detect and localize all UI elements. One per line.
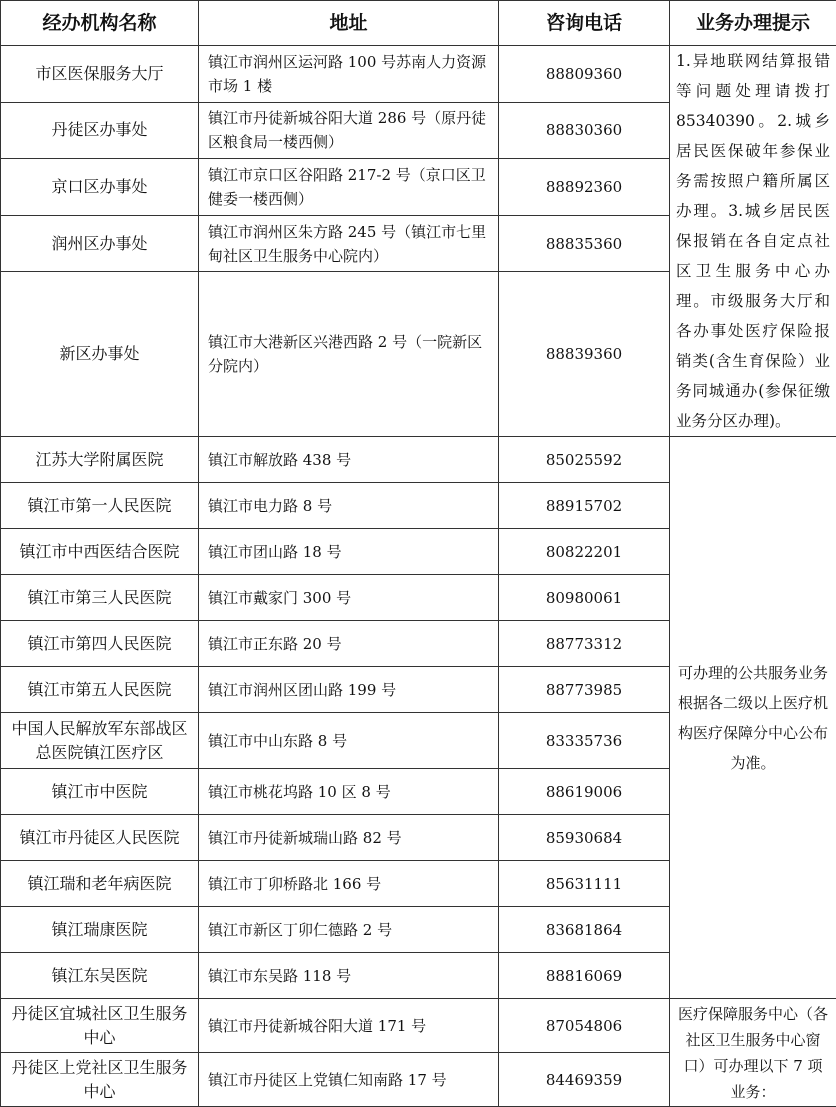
institution-address: 镇江市电力路 8 号 — [199, 483, 499, 529]
institution-name: 镇江市第四人民医院 — [1, 621, 199, 667]
header-address: 地址 — [199, 1, 499, 46]
institution-name: 镇江市中西医结合医院 — [1, 529, 199, 575]
institution-address: 镇江市大港新区兴港西路 2 号（一院新区分院内） — [199, 272, 499, 437]
institution-address: 镇江市解放路 438 号 — [199, 437, 499, 483]
institution-phone: 83335736 — [499, 713, 670, 769]
institution-address: 镇江市丁卯桥路北 166 号 — [199, 861, 499, 907]
tips-cell-community-centers: 医疗保障服务中心（各社区卫生服务中心窗口）可办理以下 7 项业务： — [670, 999, 836, 1107]
institution-name: 润州区办事处 — [1, 215, 199, 272]
institution-name: 江苏大学附属医院 — [1, 437, 199, 483]
institution-address: 镇江市丹徒新城谷阳大道 171 号 — [199, 999, 499, 1053]
institution-name: 丹徒区宜城社区卫生服务中心 — [1, 999, 199, 1053]
institution-name: 新区办事处 — [1, 272, 199, 437]
institution-address: 镇江市丹徒新城瑞山路 82 号 — [199, 815, 499, 861]
table-row — [1, 999, 836, 1053]
institution-address: 镇江市丹徒新城谷阳大道 286 号（原丹徒区粮食局一楼西侧） — [199, 102, 499, 159]
institution-phone: 88809360 — [499, 46, 670, 103]
institution-phone: 88619006 — [499, 769, 670, 815]
tips-cell-service-offices: 1.异地联网结算报错等问题处理请拨打 85340390。2.城乡居民医保破年参保业务需按照户籍所属区办理。3.城乡居民医保报销在各自定点社区卫生服务中心办理。市级服务大厅和各办事处医疗保险报销类(含生育保险）业务同城通办(参保征缴业务分区办理)。 — [670, 46, 836, 437]
table-row — [1, 437, 836, 483]
institution-phone: 84469359 — [499, 1053, 670, 1107]
institution-address: 镇江市丹徒区上党镇仁知南路 17 号 — [199, 1053, 499, 1107]
institution-name: 镇江市第一人民医院 — [1, 483, 199, 529]
institution-phone: 88835360 — [499, 215, 670, 272]
header-institution-name: 经办机构名称 — [1, 1, 199, 46]
institution-address: 镇江市润州区朱方路 245 号（镇江市七里甸社区卫生服务中心院内） — [199, 215, 499, 272]
institution-address: 镇江市京口区谷阳路 217-2 号（京口区卫健委一楼西侧） — [199, 159, 499, 216]
header-tips: 业务办理提示 — [670, 1, 836, 46]
header-phone: 咨询电话 — [499, 1, 670, 46]
institution-phone: 88773312 — [499, 621, 670, 667]
institution-phone: 85025592 — [499, 437, 670, 483]
institution-name: 丹徒区办事处 — [1, 102, 199, 159]
institution-address: 镇江市正东路 20 号 — [199, 621, 499, 667]
institution-phone: 88915702 — [499, 483, 670, 529]
institution-name: 市区医保服务大厅 — [1, 46, 199, 103]
institution-address: 镇江市团山路 18 号 — [199, 529, 499, 575]
institution-name: 京口区办事处 — [1, 159, 199, 216]
institution-address: 镇江市中山东路 8 号 — [199, 713, 499, 769]
institution-phone: 83681864 — [499, 907, 670, 953]
institution-address: 镇江市润州区团山路 199 号 — [199, 667, 499, 713]
institution-phone: 88892360 — [499, 159, 670, 216]
institution-address: 镇江市东吴路 118 号 — [199, 953, 499, 999]
table-header-row — [1, 1, 836, 46]
institution-phone: 88816069 — [499, 953, 670, 999]
institution-phone: 85930684 — [499, 815, 670, 861]
institution-name: 镇江瑞和老年病医院 — [1, 861, 199, 907]
institution-phone: 80822201 — [499, 529, 670, 575]
institution-address: 镇江市新区丁卯仁德路 2 号 — [199, 907, 499, 953]
institution-phone: 88773985 — [499, 667, 670, 713]
institution-address: 镇江市桃花坞路 10 区 8 号 — [199, 769, 499, 815]
table-row — [1, 46, 836, 103]
institution-name: 镇江市中医院 — [1, 769, 199, 815]
institution-name: 镇江市第五人民医院 — [1, 667, 199, 713]
institution-name: 丹徒区上党社区卫生服务中心 — [1, 1053, 199, 1107]
institution-phone: 85631111 — [499, 861, 670, 907]
institution-name: 镇江市丹徒区人民医院 — [1, 815, 199, 861]
institution-phone: 88839360 — [499, 272, 670, 437]
institution-name: 镇江瑞康医院 — [1, 907, 199, 953]
institution-phone: 88830360 — [499, 102, 670, 159]
institution-address: 镇江市戴家门 300 号 — [199, 575, 499, 621]
institution-name: 镇江东吴医院 — [1, 953, 199, 999]
tips-cell-hospitals: 可办理的公共服务业务根据各二级以上医疗机构医疗保障分中心公布为准。 — [670, 437, 836, 999]
institution-name: 中国人民解放军东部战区总医院镇江医疗区 — [1, 713, 199, 769]
institution-phone: 80980061 — [499, 575, 670, 621]
institution-phone: 87054806 — [499, 999, 670, 1053]
institution-name: 镇江市第三人民医院 — [1, 575, 199, 621]
institution-address: 镇江市润州区运河路 100 号苏南人力资源市场 1 楼 — [199, 46, 499, 103]
